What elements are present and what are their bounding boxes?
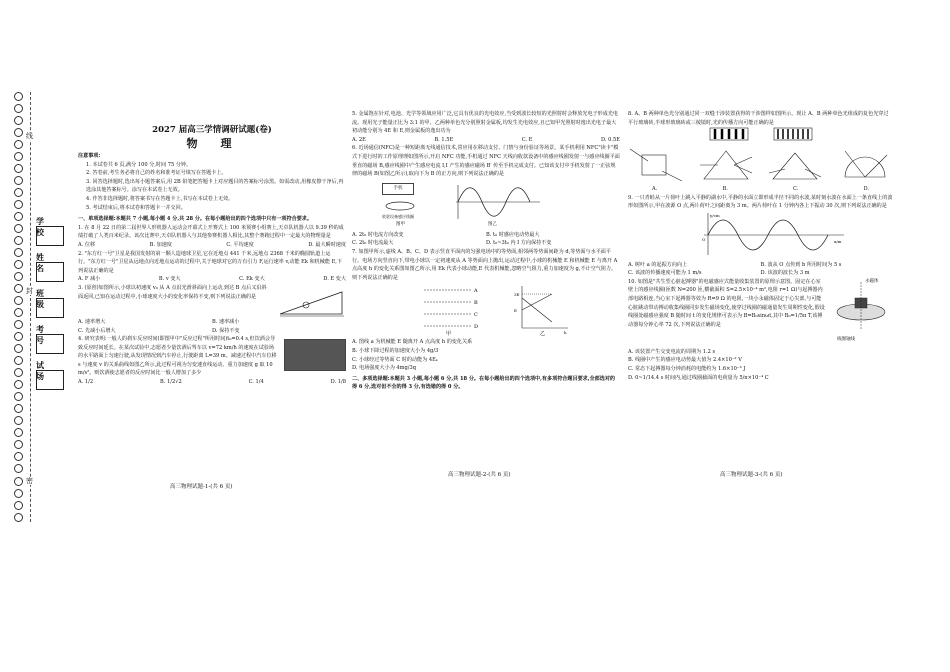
note-item: 1. 本试卷共 6 页,满分 100 分,时间 75 分钟。: [86, 161, 192, 168]
option: B. 1.5E: [434, 136, 454, 143]
question-3-block: [78, 284, 346, 318]
question-2: 2. "东方红一号"卫星是我国发射的第一颗人造地球卫星,它在近地点 441 千米,远地点 2368 千米的椭圆轨道上运行。"东方红一号"卫星从远地点向近地点运动的过程中,关于地球对它的万有引力 F,运行速率 v,动能 Ek 和机械能 E,下列说法正确的是: [78, 250, 343, 274]
punch-hole: [14, 236, 23, 245]
exam-title: 2027 届高三学情调研试题(卷): [152, 125, 272, 135]
axis-label: y/cm: [710, 212, 720, 218]
option: A. 位移: [78, 241, 96, 248]
question-10: 10. 如图是"共生型心脏起搏器"的电磁感应式能量收集装置的原理示意图。固定在心室壁上的感应线圈(匝数 N=200 匝,横截面积 S=2.5×10⁻⁴ m²,电阻 r=1 Ω)与起搏器内部电路相连,当心室下起搏器等效为 R=9 Ω 的电阻,一块小永磁体固定于心尖部,与可能心脏跳动带动搏动收集线圈同步发生磁场变化,使穿过线圈的磁通量发生周期性变化,假设线圈处磁感应强度 B 随时间 t 的变化规律可表示为 B=B₀sinωt,其中 B₀=1/5π T,该搏动器每分钟心率 72 次,下列说法正确的是: [628, 278, 825, 328]
punch-hole: [14, 320, 23, 329]
punch-hole: [14, 188, 23, 197]
punch-hole: [14, 332, 23, 341]
note-item: 2. 答卷前,考生务必将自己的姓名和准考证号填写在答题卡上。: [86, 170, 227, 177]
note-item: 3. 回答选择题时,选出每小题答案后,用 2B 铅笔把答题卡上对应题目的答案标号涂黑。如需改动,用橡皮擦干净后,再选涂其他答案标号。涂写在本试卷上无效。: [86, 178, 344, 194]
option: A. 速率增大: [78, 318, 106, 325]
plane-label: C: [474, 312, 478, 319]
option: D. E 变大: [323, 276, 346, 283]
punch-hole: [14, 128, 23, 137]
option: C. 常态下起搏器每分钟消耗的电能约为 1.6×10⁻³ J: [628, 365, 746, 372]
cut-word: 封: [26, 287, 33, 295]
question-5-options: [352, 136, 620, 145]
plane-label: A: [474, 288, 478, 295]
punch-hole: [14, 152, 23, 161]
option: B. 波从 O 点传到 b 所用时间为 5 s: [760, 261, 842, 268]
punch-hole: [14, 356, 23, 365]
question-8-figures: [628, 147, 893, 185]
punch-hole: [14, 200, 23, 209]
subject-title: 物 理: [186, 137, 238, 150]
option: C. 2t₀ 时电流最大: [352, 240, 394, 247]
binding-strip: [8, 92, 66, 522]
interference-patterns: [628, 127, 893, 147]
class-field[interactable]: [36, 298, 64, 318]
question-5: 5. 金属饱在针对,电池、光学等领域应用广泛,它具有优良的光电效应,当受到波长较短的光照射时会释放光电子形成光电流。现用光子能量正比为 3:1 的甲、乙两种单色光分别照射金属板,均发生光电效应,且已知甲光照射时逸出光电子最大初动能分别为 4E 和 E,则金属板的逸出功为: [352, 111, 619, 135]
section-heading: 二、多项选择题:本题共 3 小题,每小题 6 分,共 18 分。在每小题给出的四个选项中,有多项符合题目要求,全部选对的得 6 分,选对但不全的得 3 分,有选错的得 0 分。: [352, 375, 616, 391]
punch-hole: [14, 164, 23, 173]
punch-hole: [14, 260, 23, 269]
pattern-a: [709, 127, 749, 145]
punch-hole: [14, 224, 23, 233]
coil-axis-label: 线圈轴线: [837, 336, 855, 342]
equipotential-figure: [422, 282, 482, 336]
punch-hole: [14, 380, 23, 389]
nfc-figure-a: [382, 183, 432, 231]
option-b-figure: [698, 147, 754, 183]
question-7: 7. 如图甲所示,虚线 A、B、C、D 表示竖直平面内的匀强电场中的等势面,相邻两等势面间距为 d,等势面与水平面平行。电场方向竖直向下,带电小球以一定初速度从 A 等势面向上抛出,运动过程中,小球的机械能 E 和机械能 E 与离开 A 点高度 h 的变化关系图如图乙所示,用 Ek 代表小球动能,E 代表机械能,忽略空气阻力,重力加速度为 g,不计空气阻力。则下列说法正确的是: [352, 248, 618, 281]
figure-caption: 甲: [446, 331, 452, 337]
question-8-options: [628, 185, 893, 194]
option: B.: [722, 186, 728, 193]
punch-hole: [14, 428, 23, 437]
photo-figure: [284, 339, 346, 371]
question-6-figures: [352, 179, 620, 231]
page-footer-3: 高三物理试题-3-(共 6 页): [720, 472, 783, 478]
question-8: 8. A、B 两种单色光分别通过同一双缝干涉装置获得的干涉图样如图所示。现让 A、B 两种单色光组成的复色光穿过平行玻璃砖,半球形玻璃砖或三棱镜时,光的传播方向可能正确的是: [628, 111, 889, 126]
option: C. E: [521, 136, 533, 143]
exam-room-label: 试 场: [36, 360, 48, 381]
option: C. Ek 变大: [239, 276, 265, 283]
option: C. 1/4: [248, 379, 264, 386]
exam-number-field[interactable]: [36, 334, 64, 354]
section-heading: 一、单项选择题:本题共 7 小题,每小题 4 分,共 28 分。在每小题给出的四个选项中只有一项符合要求。: [78, 216, 312, 223]
option: D.: [863, 186, 869, 193]
option-c-figure: [767, 147, 823, 183]
exam-number-label: 考 号: [36, 324, 48, 345]
axis-origin: O: [702, 236, 706, 242]
cut-line: [30, 92, 31, 522]
question-1: 1. 在 8 月 22 日的第二届世界人形机器人运动会开幕式上开赛式上 100 米预赛小组赛上,天卓队机器人以 9.39 秒的成绩打破了人类百米纪录。该次比赛中,天卓队机器人与其他参赛机器人相比,其整个赛跑过程中一定最大的物理量是: [78, 224, 344, 240]
page-footer-2: 高三物理试题-2-(共 6 页): [448, 472, 511, 478]
axis-label: x/m: [834, 238, 842, 244]
coil-icon: [382, 199, 432, 213]
question-1-options: [78, 241, 346, 250]
page-column-3: [628, 110, 893, 382]
pattern-b: [773, 127, 813, 145]
punch-hole: [14, 308, 23, 317]
punch-hole: [14, 501, 23, 510]
punch-hole: [14, 284, 23, 293]
punch-hole: [14, 92, 23, 101]
wave-graph: [698, 211, 848, 257]
option: D. 0.5E: [601, 136, 620, 143]
magnet-label: 永磁体: [865, 278, 879, 284]
incline-figure: [276, 284, 346, 318]
punch-hole: [14, 212, 23, 221]
option: A. 该装置产生交变电流的周期为 1.2 s: [628, 348, 716, 355]
punch-hole: [14, 440, 23, 449]
option: D. 电场强度大小为 4mg/3q: [352, 365, 416, 372]
option: D. 1/8: [330, 379, 346, 386]
option: A. 1/2: [78, 379, 94, 386]
question-3-options: [78, 318, 346, 335]
nfc-figure-b: [452, 183, 542, 231]
option: A. F 减小: [78, 276, 101, 283]
question-6: 6. 近场通信(NFC)是一种短距离无线通信技术,常应用在移动支付、门禁与身份验证等场景。某手机利用 NFC"读卡"模式下进行时的工作原理理如图所示,开启 NFC 功能,手机通过 NFC 天线向收款设备中的感应线圈发射一与感应线圈平面垂直的磁场 B,感应线圈中产生感应电流 I,I 产生的感应磁场 B′ 传至手机完成支付。已知该支付中手机发射了一正弦规律的磁场 B(如图乙所示),取向下为 B 的正方向,则下列说法正确的是: [352, 145, 620, 178]
question-9: 9. 一只青蛙从一片荷叶上跳入平静的湖水中,平静的水面立即形成半径不同的水波,某时刻水波在水面上一条直线上的波形如图所示,甲在波源 O 点,两片荷叶之间距离为 3 m。两片荷叶在 1 分钟内各上下振动 30 次,则下列说法正确的是: [628, 194, 893, 210]
option: A. 图线 a 为机械能 E 随离开 A 点高度 h 的变化关系: [352, 339, 473, 346]
cut-word: 密: [26, 477, 33, 485]
punch-hole: [14, 464, 23, 473]
school-field[interactable]: [36, 226, 64, 246]
option: B. v 变大: [158, 276, 181, 283]
axis-tick-label: E: [514, 308, 517, 314]
plane-label: D: [474, 324, 479, 331]
figure-caption: 图甲: [396, 221, 405, 227]
punch-hole: [14, 416, 23, 425]
option-d-figure: [837, 147, 893, 183]
option-a-figure: [628, 147, 684, 183]
punch-hole: [14, 452, 23, 461]
question-10-block: [628, 278, 893, 348]
punch-hole: [14, 116, 23, 125]
question-4-options: [78, 378, 346, 387]
page-footer-1: 高三物理试题-1-(共 6 页): [170, 484, 233, 490]
option: D. 0~1/14.4 s 时间内,通过线圈截面的电荷量为 5/π×10⁻⁴ C: [628, 374, 769, 381]
option: C.: [792, 186, 799, 193]
phone-box: 手机: [382, 183, 414, 195]
energy-graph: [512, 282, 572, 336]
option: D. 该波的波长为 3 m: [760, 270, 810, 277]
option: C. 小球经过等势面 C 时的动能为 4Eₖ: [352, 356, 438, 363]
punch-hole: [14, 176, 23, 185]
option: D. t₀~3t₀ 内 I 方向保持不变: [486, 240, 552, 247]
coil-label: 收款设备感应线圈: [382, 213, 414, 219]
question-7-figures: [352, 282, 620, 338]
option: B. 加速度: [149, 241, 172, 248]
option: C. 平均速度: [226, 241, 254, 248]
axis-label: h: [564, 330, 567, 336]
question-9-options: [628, 261, 893, 278]
note-item: 4. 作答非选择题时,将答案书写在答题卡上,书写在本试卷上无效。: [86, 195, 234, 202]
punch-hole: [14, 272, 23, 281]
punch-hole: [14, 248, 23, 257]
punch-hole: [14, 104, 23, 113]
option: B. 线圈中产生的感应电动势最大值为 2.4×10⁻² V: [628, 357, 742, 364]
axis-tick-label: 3E: [514, 292, 520, 298]
question-3: 3. (原创)如图所示,小球以初速度 v₀ 从 A 点沿光滑斜面向上运动,到达 B 点后又沿斜面返回,已知在运动过程中,小球速度大小的变化率保持不变,则下列说法正确的是: [78, 284, 267, 300]
punch-hole: [14, 344, 23, 353]
question-4: 4. 研究表明:一般人的刹车反应时间(即图甲中"反应过程"所用时间)t₀=0.4 s,但饮酒会导致反应时间延长。在某次试验中,志愿者少量饮酒后驾车以 v=72 km/h 的速度在试验场的水平路面上匀速行驶,从发现情况到汽车停止,行驶距离 L=39 m。减速过程中汽车位移 s 与速度 v 的关系曲线如图乙所示,此过程可视为匀变速直线运动。重力加速度 g 取 10 m/s²。则饮酒使志愿者的反应时间比一般人增加了多少: [78, 336, 277, 377]
plane-label: B: [474, 300, 478, 307]
punch-hole: [14, 513, 23, 522]
option: B. 速率减小: [212, 318, 240, 325]
option: B. 小球下降过程的加速度大小为 4g/3: [352, 347, 439, 354]
punch-hole: [14, 368, 23, 377]
question-2-options: [78, 275, 346, 284]
school-label: 学 校: [36, 216, 48, 237]
exam-room-field[interactable]: [36, 370, 64, 390]
option: D. 保持不变: [212, 327, 240, 334]
option: C. 该波的传播速度可能为 1 m/s: [628, 270, 702, 277]
option: D. 最大瞬时速度: [308, 241, 346, 248]
note-item: 5. 考试结束后,将本试卷和答题卡一并交回。: [86, 204, 186, 211]
figure-caption: 乙: [540, 331, 546, 337]
option: A.: [652, 186, 658, 193]
punch-hole: [14, 296, 23, 305]
name-label: 姓 名: [36, 252, 48, 273]
pacemaker-figure: [829, 278, 893, 348]
class-label: 班 级: [36, 288, 48, 309]
punch-hole: [14, 477, 23, 486]
option: B. t₀ 时感应电动势最大: [486, 231, 540, 238]
name-field[interactable]: [36, 262, 64, 282]
option: A. 2t₀ 时电流方向改变: [352, 231, 404, 238]
sine-graph: [452, 183, 542, 221]
punch-hole: [14, 392, 23, 401]
pacemaker-diagram: [829, 278, 893, 334]
page-column-1: [78, 110, 346, 387]
punch-hole: [14, 404, 23, 413]
option: C. 先减小后增大: [78, 327, 116, 334]
option: B. 1/2√2: [160, 379, 182, 386]
option: A. 2E: [352, 136, 366, 143]
question-4-block: [78, 335, 346, 378]
punch-hole: [14, 140, 23, 149]
punch-hole: [14, 489, 23, 498]
option: A. 树叶 a 的起振方向向上: [628, 261, 688, 268]
question-6-options: [352, 231, 620, 248]
notes-heading: 注意事项:: [78, 153, 101, 159]
figure-caption: 图乙: [488, 221, 497, 227]
cut-word: 线: [26, 132, 33, 140]
punch-holes: [14, 92, 24, 522]
page-column-2: [352, 110, 620, 392]
